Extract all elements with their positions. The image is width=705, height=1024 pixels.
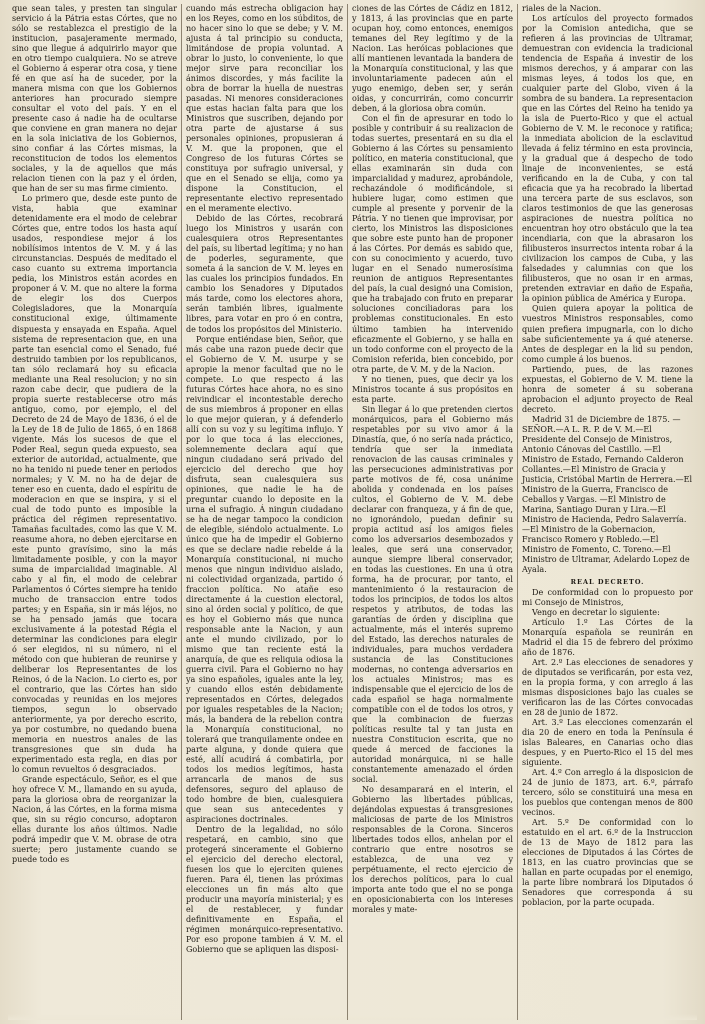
column-4 (517, 4, 697, 1020)
col3-paragraph-2: Con el fin de apresurar en todo lo posible y contribuir á su realizacion de todas suertes, presentará en su dia el Gobierno á las Córtes su pensamiento político, en materia constitucional, que ellas examinarán sin duda con imparcialidad y madurez, aprobándole, rechazándole ó modificándole, si hubiere lugar, como estimen que cumple al presente y porvenir de la Pátria. Y no tienen que improvisar, por cierto, los Ministros las disposiciones que sobre este punto han de proponer á las Córtes. Por demás es sabido que, con su conocimiento y acuerdo, tuvo lugar en el Senado numerosísima reunion de antiguos Representantes del país, la cual designó una Comision, que ha trabajado con fruto en preparar soluciones conciliadoras para los problemas constitucionales. En esto último tambien ha intervenido eficazmente el Gobierno, y se halla en un todo conforme con el proyecto de la Comision referida, bien concebido, por otra parte, de V. M. y de la Nacion. (352, 114, 513, 374)
col2-paragraph-1: cuando más estrecha obligacion hay en los Reyes, como en los súbditos, de no hacer sino lo que se debe; y V. M. ajusta á tal principio su conducta, limitándose de propia voluntad. A obrar lo justo, lo conveniente, lo que mejor sirve para reconciliar los ánimos discordes, y más facilite la obra de borrar la huella de nuestras pasadas. Ni menores consideraciones que estas hacian falta para que los Ministros que suscriben, dejando por otra parte de ajustarse á sus personales opiniones, propusieran á V. M. que la proponen, que el Congreso de los futuras Córtes se constituya por sufragio universal, y que en el Senado se elija, como ya dispone la Constitucion, el representante electivo representado en el meramente electivo. (186, 4, 343, 214)
col2-paragraph-2: Debido de las Córtes, recobrará luego los Ministros y usarán con cualesquiera otros Representantes del país, su libertad legítima; y no han de poderles, seguramente, que someta á la sancion de V. M. leyes en las cuales los principios fundados. En cambio los Senadores y Diputados más tarde, como los electores ahora, serán también libres, igualmente libres, para votar en pro ó en contra, de todos los propósitos del Ministerio. (186, 214, 343, 334)
col3-fade (348, 1014, 517, 1020)
column-2 (181, 4, 347, 1020)
col3-paragraph-3: Y no tienen, pues, que decir ya los Ministros tocante á sus propósitos en esta parte. (352, 374, 513, 404)
column-3 (347, 4, 517, 1020)
col3-paragraph-5: No desamparará en el interin, el Gobierno las libertades públicas, dejándolas expuestas á transgresiones maliciosas de parte de los Ministros responsables de la Corona. Sinceros libertades todos ellos, anhelan por el contrario que entre nosotros se establezca, de una vez y perpétuamente, el recto ejercicio de los derechos políticos, para lo cual importa ante todo que el no se ponga en oposicionabierta con los intereses morales y mate- (352, 785, 513, 915)
decree-article-4: Art. 4.º Con arreglo á la disposicion de 24 de junio de 1873, art. 6.º, párrafo tercero, sólo se constituirá una mesa en los pueblos que contengan menos de 800 vecinos. (522, 768, 693, 818)
decree-article-3: Art. 3.º Las elecciones comenzarán el dia 20 de enero en toda la Península é islas Baleares, en Canarias ocho dias despues, y en Puerto-Rico el 15 del mes siguiente. (522, 718, 693, 768)
col3-paragraph-4: Sin llegar á lo que pretenden ciertos monárquicos, para el Gobierno más respetables por su vivo amor á la Dinastía, que, ó no sería nada práctico, tendría que ser la inmediata renovacion de las causas criminales y las persecuciones administrativas por parte motivos de fé, cosa unánime abolida y condenada en los países cultos, el Gobierno de V. M. debe declarar con franqueza, y á fin de que, no ignorándolo, puedan definir su propia actitud así los amigos fieles como los adversarios desembozados y leales, que será una conservador, aunque siempre liberal conservador, en todas las cuestiones. En una ú otra forma, ha de procurar, por tanto, el mantenimiento ó la restauracion de todos los principios, de todos los altos respetos y atributos, de todas las garantías de órden y disciplina que actualmente, más el interés supremo del Estado, las derechos naturales de individuales, para muchos verdadera sustancia de las Constituciones modernas, no contenga adversarios en los actuales Ministros; mas es indispensable que el ejercicio de los de cada español se haga normalmente compatible con el de todos los otros, y que la combinacion de fuerzas políticas resulte tal y tan justa en nuestra Constitucion escrita, que no quede á merced de facciones la autoridad monárquica, ni se halle constantemente amenazado el órden social. (352, 404, 513, 785)
decree-article-5: Art. 5.º De conformidad con lo estatuido en el art. 6.º de la Instruccion de 13 de Mayo de 1812 para las elecciones de Diputados á las Córtes de 1813, en las cuatro provincias que se hallan en parte ocupadas por el enemigo, la parte libre nombrará los Diputados ó Senadores que corresponda á su poblacion, por la parte ocupada. (522, 818, 693, 908)
page-columns (8, 4, 699, 1020)
col4-paragraph-3: Quien quiera apoyar la politica de vuestros Ministros responsables, como quien prefiera impugnarla, con lo dicho sabe suficientemente ya á qué atenerse. Antes de desplegar en la lid su pendon, como cumple á los buenos. (522, 304, 693, 364)
decree-heading: REAL DECRETO. (570, 577, 645, 586)
col1-paragraph-3: Grande espectáculo, Señor, es el que hoy ofrece V. M., llamando en su ayuda, para la gloriosa obra de reorganizar la Nacion, á las Córtes, en la forma misma que, sin su régio concurso, adoptaron ellas durante los años últimos. Nadie podrá impedir que V. M. obrase de otra suerte; pero justamente cuando se puede todo es (12, 775, 177, 865)
decree-article-1: Artículo 1.º Las Córtes de la Monarquía española se reunirán en Madrid el dia 15 de febrero del próximo año de 1876. (522, 618, 693, 658)
column-1 (8, 4, 181, 1020)
decree-article-2: Art. 2.º Las elecciones de senadores y de diputados se verificarán, por esta vez, en la propia forma, y con arreglo á las mismas disposiciones bajo las cuales se verificaron las de las Córtes convocadas en 28 de junio de 1872. (522, 658, 693, 718)
decree-formula: Vengo en decretar lo siguiente: (532, 608, 660, 617)
col2-paragraph-3: Porque entiéndase bien, Señor, que más cabe una razon puede decir que el Gobierno de V. M. usurpe y se apropie la menor facultad que no le compete. Lo que respecto á las futuras Córtes hace ahora, no es sino reivindicar el incontestable derecho de sus miembros á proponer en ellas lo que mejor quieran, y á defenderlo allí con su voz y su legítima influjo. Y por lo que toca á las elecciones, solemnemente declara aquí que ningun ciudadano será privado del ejercicio del derecho que hoy disfruta, sean cualesquiera sus opiniones, que nadie le ha de preguntar cuando lo deposite en la urna el sufragio. Á ningun ciudadano se ha de negar tampoco la condicion de elegible, siéndolo actualmente. Lo único que ha de impedir el Gobierno es que se declare nadie rebelde á la Monarquía constitucional, ni mucho menos que ningun individuo aislado, ni colectividad organizada, partido ó fraccion política. No atañe eso directamente á la cuestion electoral, sino al órden social y político, de que es hoy el Gobierno más que nunca responsable ante la Nacion, y aun ante el mundo civilizado, por lo mismo que tan reciente está la anarquía, de que es reliquia odiosa la guerra civil. Para el Gobierno no hay ya sino españoles, iguales ante la ley, y cuando ellos estén debidamente representados en Córtes, delegados por iguales respetables de la Nacion; más, la bandera de la rebelion contra la Monarquía constitucional, no tolerará que tranquilamente ondee en parte alguna, y donde quiera que esté, allí acudirá á combatirla, por todos los medios legítimos, hasta arrancarla de manos de sus defensores, seguro del aplauso de todo hombre de bien, cualesquiera que sean sus antecedentes y aspiraciones doctrinales. (186, 334, 343, 825)
col1-fade (8, 1014, 181, 1020)
decree-preamble: De conformidad con lo propuesto por mi Consejo de Ministros, (522, 587, 693, 607)
ministers-signatures: Madrid 31 de Diciembre de 1875. —SEÑOR.—A L. R. P. de V. M.—El Presidente del Consejo de Ministros, Antonio Cánovas del Castillo. —El Ministro de Estado, Fernando Calderon Collantes.—El Ministro de Gracia y Justicia, Cristóbal Martin de Herrera.—El Ministro de la Guerra, Francisco de Ceballos y Vargas. —El Ministro de Marina, Santiago Duran y Lira.—El Ministro de Hacienda, Pedro Salaverría.—El Ministro de la Gobernacion, Francisco Romero y Robledo.—El Ministro de Fomento, C. Toreno.—El Ministro de Ultramar, Adelardo Lopez de Ayala. (522, 414, 693, 574)
col4-paragraph-1: riales de la Nacion. (522, 4, 602, 13)
col2-paragraph-4: Dentro de la legalidad, no sólo respetará, en cambio, sino que protegerá sinceramente el Gobierno el ejercicio del derecho electoral, fuesen los que lo ejerciten quienes fueren. Para él, tienen las próximas elecciones un fin más alto que producir una mayoría ministerial; y es el de restablecer, y fundar definitivamente en España, el régimen monárquico-representativo. Por eso propone tambien á V. M. el Gobierno que se apliquen las disposi- (186, 825, 343, 955)
col3-paragraph-1: ciones de las Córtes de Cádiz en 1812, y 1813, á las provincias que en parte ocupan hoy, como entonces, enemigos temanes del Rey legítimo y de la Nacion. Las heróicas poblaciones que allí mantienen levantada la bandera de la Monarquía constitucional, y las que involuntariamente padecen aún el yugo enemigo, deben ser, y serán oidas, y concurrirán, como concurrir deben, á la gloriosa obra común. (352, 4, 513, 114)
col2-fade (182, 1014, 347, 1020)
col4-paragraph-2: Los artículos del proyecto formados por la Comision antedicha, que se refieren á las provincias de Ultramar, demuestran con evidencia la tradicional tendencia de España á investir de los mismos derechos, y á amparar con las mismas leyes, á todos los que, en cualquier parte del Globo, viven á la sombra de su bandera. La representacion que en las Córtes del Reino ha tenido ya la isla de Puerto-Rico y que el actual Gobierno de V. M. le reconoce y ratifica; la inmediata abolicion de la esclavitud llevada á feliz término en esta provincia, y la gradual que á despecho de todo linaje de inconvenientes, se está verificando en la de Cuba, y con tal eficacia que ya ha recobrado la libertad una tercera parte de sus esclavos, son claros testimonios de que las generosas aspiraciones de nuestra política no encuentran hoy otro obstáculo que la tea incendiaria, con que la abrasaron los filibusteros insurrectos intenta robar á la civilizacion los campos de Cuba, y las falsedades y calumnias con que los filibusteros, que no osan ir en armas, pretenden extraviar en daño de España, la opinion pública de América y Europa. (522, 14, 693, 304)
col4-paragraph-4: Partiendo, pues, de las razones expuestas, el Gobierno de V. M. tiene la honra de someter á su soberana aprobacion el adjunto proyecto de Real decreto. (522, 364, 693, 414)
col1-paragraph-1: que sean tales, y presten tan singular servicio á la Pátria estas Córtes, que no sólo se restablezca el prestigio de la institucion, pasajeramente mermado, sino que llegue á adquirirlo mayor que en otro tiempo cualquiera. No se atreve el Gobierno á esperar otra cosa, y tiene fé en que así ha de suceder, por la manera misma con que los Gobiernos anteriores han procurado siempre consultar el voto del país. Y en el presente caso á nadie ha de ocultarse que conviene en gran manera no dejar en la sola iniciativa de los Gobiernos, sino confiar á las Córtes mismas, la reconstitucion de todos los elementos sociales, y la de aquellos que más relacion tienen con la paz y el órden, que han de ser su mas firme cimiento. (12, 4, 177, 194)
col1-paragraph-2: Lo primero que, desde este punto de vista, habia que examinar detenidamente era el modo de celebrar Córtes que, entre todos los hasta aquí usados, respondiese mejor á los nobilísimos intentos de V. M. y á las circunstancias. Después de meditado el caso cuanto su extrema importancia pedia, los Ministros están acordes en proponer á V. M. que no altere la forma de elegir los dos Cuerpos Colegisladores, que la Monarquía constitucional exige, últimamente dispuesta y ensayada en España. Aquel sistema de representacion que, en una parte tan esencial como el Senado, fué destruido tambien por los republicanos, tan sólo reclamará hoy su eficacia mediante una Real resolucion; y no sin razon cabe decir, que pudiera de la propia suerte restablecerse otro más antiguo, como, por ejemplo, el del Decreto de 24 de Mayo de 1836, ó el de la Ley de 18 de Julio de 1865, ó en 1868 vigente. Más los sucesos de que el Poder Real, segun queda expuesto, sea exterior de autoridad, actualmente, que no ha tenido ni puede tener en periodos normales; y V. M. no ha de dejar de tener eso en cuenta, dado el espíritu de moderacion en que se inspira, y si el cual de todo punto es imposible la práctica del régimen representativo. Tamañas facultades, como las que V. M. reasume ahora, no deben ejercitarse en este punto gravísimo, sino la más limitadamente posible, y con la mayor suma de imparcialidad imaginable. Al cabo y al fin, el modo de celebrar Parlamentos ó Córtes siempre ha tenido mucho de transaccion entre todos partes; y en España, sin ir más léjos, no se ha pensado jamás que tocara exclusivamente á la potestad Régia el determinar las condiciones para elegir ó ser elegidos, ni su número, ni el método con que hubieran de reunirse y deliberar los Representantes de los Reinos, ó de la Nacion. Lo cierto es, por el contrario, que las Córtes han sido convocadas y reunidas en los mejores tiempos, segun lo observado anteriormente, ya por derecho escrito, ya por costumbre, no quedando buena memoria en nuestros anales de las transgresiones que sin duda ha experimentado esta regla, en dias por lo comun revueltos ó desgraciados. (12, 194, 177, 775)
col4-fade (518, 1014, 697, 1020)
